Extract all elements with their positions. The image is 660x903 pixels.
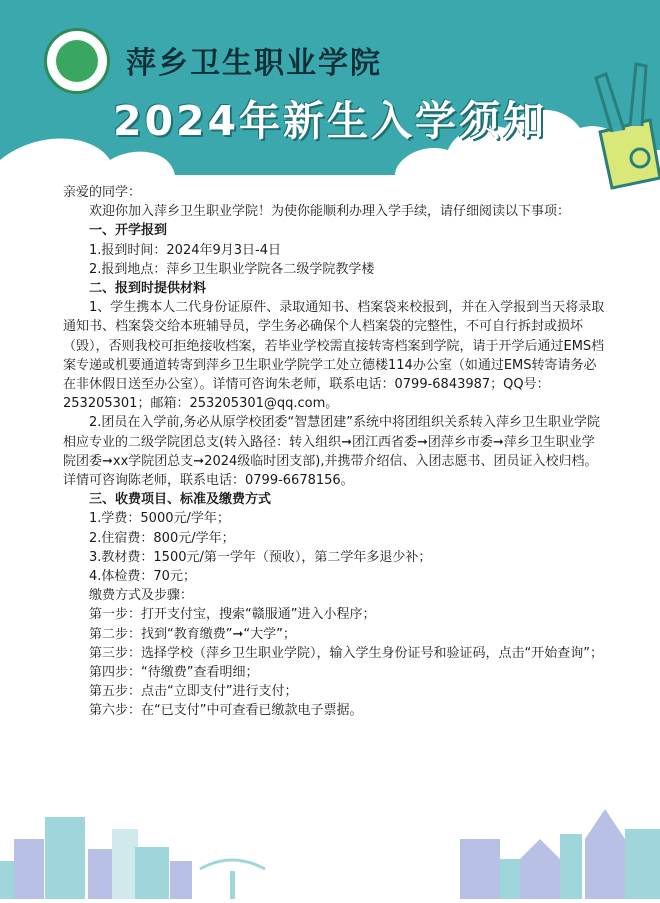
city-skyline-decoration (0, 799, 660, 899)
section-heading-registration: 一、开学报到 (89, 223, 168, 239)
school-logo-icon (44, 28, 110, 94)
payment-method-label: 缴费方式及步骤： (89, 588, 194, 604)
fee-item: 3.教材费：1500元/第一学年（预收），第二学年多退少补； (89, 549, 432, 565)
payment-step: 第五步：点击“立即支付”进行支付； (89, 684, 298, 700)
registration-location: 2.报到地点：萍乡卫生职业学院各二级学院教学楼 (89, 261, 375, 277)
section-heading-materials: 二、报到时提供材料 (89, 281, 207, 297)
greeting: 亲爱的同学： (63, 185, 142, 200)
payment-step: 第一步：打开支付宝，搜索“赣服通”进入小程序； (89, 607, 376, 623)
payment-step: 第四步：“待缴费”查看明细； (89, 665, 259, 681)
school-name: 萍乡卫生职业学院 (126, 46, 382, 81)
fee-item: 1.学费：5000元/学年； (89, 511, 230, 527)
skyline-icon (0, 799, 660, 899)
materials-paragraph-2: 2.团员在入学前,务必从原学校团委“智慧团建”系统中将团组织关系转入萍乡卫生职业学院相应专业的二级学院团总支(转入路径：转入组织➞团江西省委➞团萍乡市委➞萍乡卫生职业学院团委➞xx学院团总支➞2024级临时团支部),并携带介绍信、入团志愿书、团员证入校归档。详情可咨询陈老师，联系电话：0799-6678156。 (63, 415, 601, 489)
page-title: 2024年新生入学须知 (112, 97, 548, 145)
payment-step: 第三步：选择学校（萍乡卫生职业学院），输入学生身份证号和验证码，点击“开始查询”； (89, 645, 603, 661)
notice-body (63, 183, 606, 721)
payment-step: 第二步：找到“教育缴费”➞“大学”； (89, 626, 296, 642)
header-banner (0, 0, 660, 205)
fee-item: 4.体检费：70元； (89, 569, 196, 585)
registration-time: 1.报到时间：2024年9月3日-4日 (89, 242, 281, 258)
fee-item: 2.住宿费：800元/学年； (89, 530, 235, 546)
intro-paragraph: 欢迎你加入萍乡卫生职业学院！为使你能顺利办理入学手续，请仔细阅读以下事项： (89, 204, 571, 220)
section-heading-fees: 三、收费项目、标准及缴费方式 (89, 492, 272, 508)
payment-step: 第六步：在“已支付”中可查看已缴款电子票据。 (89, 703, 363, 719)
materials-paragraph-1: 1、学生携本人二代身份证原件、录取通知书、档案袋来校报到，并在入学报到当天将录取通知书、档案袋交给本班辅导员，学生务必确保个人档案袋的完整性，不可自行拆封或损坏（毁），否则我校可拒绝接收档案，若毕业学校需直接转寄档案到学院，请于开学后通过EMS档案专递或机要通道转寄到萍乡卫生职业学院学工处立德楼114办公室（如通过EMS转寄请务必在非休假日送至办公室）。详情可咨询朱老师，联系电话：0799-6843987；QQ号：253205301；邮箱：253205301@qq.com。 (63, 300, 605, 412)
